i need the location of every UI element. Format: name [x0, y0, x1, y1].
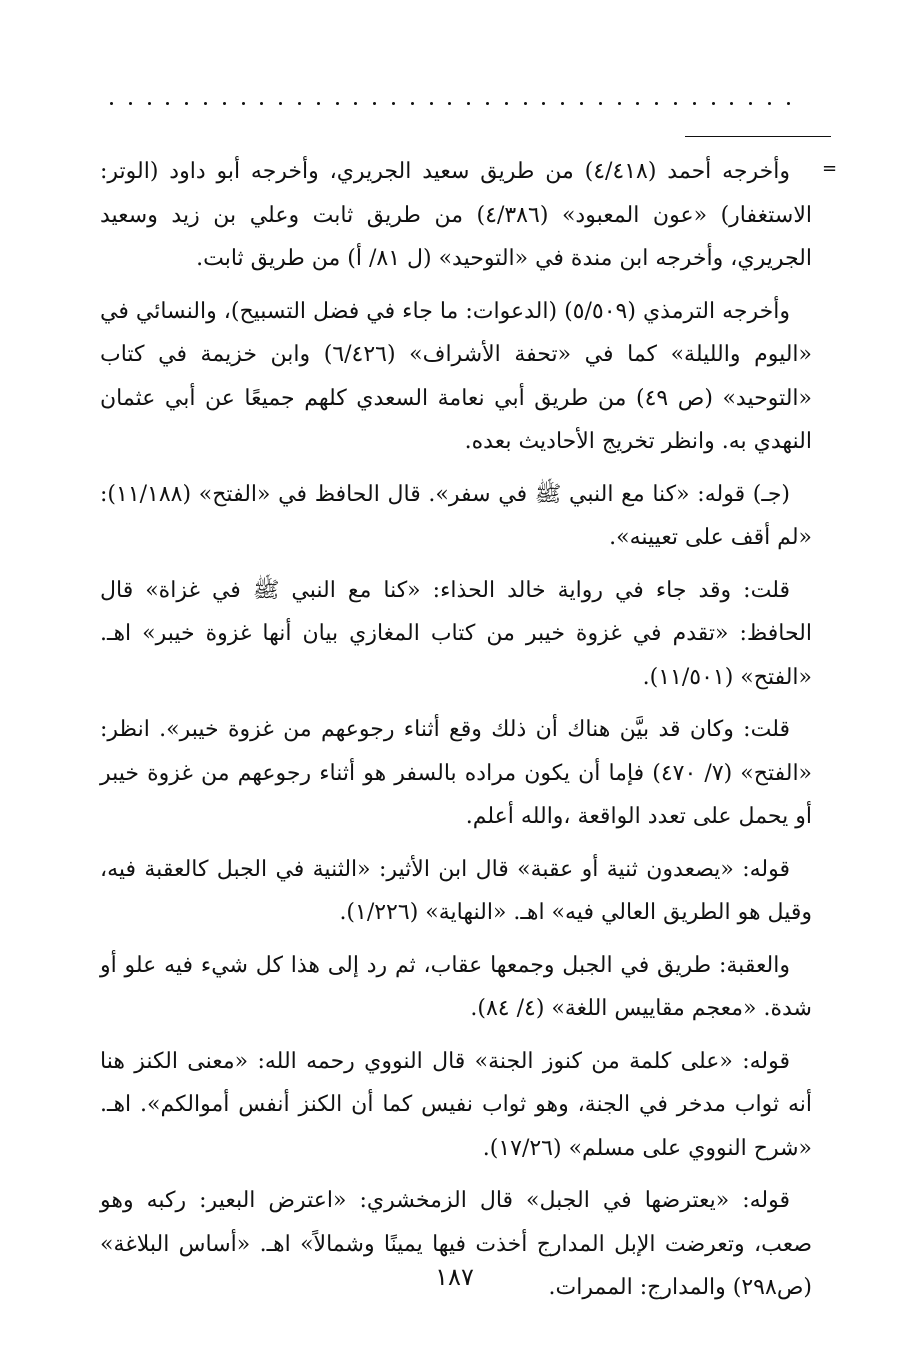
separator-dot	[260, 102, 263, 105]
separator-dot	[317, 102, 320, 105]
separator-dot	[242, 102, 245, 105]
separator-dot	[185, 102, 188, 105]
footnote-paragraph: قوله: «يعترضها في الجبل» قال الزمخشري: «اعترض البعير: ركبه وهو صعب، وتعرضت الإبل المدارج أخذت فيها يمينًا وشمالاً» اهـ. «أساس البلاغة» (ص٢٩٨) والمدارج: الممرات.	[100, 1188, 812, 1300]
separator-dot	[693, 102, 696, 105]
footnote-paragraph: قوله: «يصعدون ثنية أو عقبة» قال ابن الأثير: «الثنية في الجبل كالعقبة فيه، وقيل هو الطريق العالي فيه» اهـ. «النهاية» (١/٢٢٦).	[100, 856, 812, 925]
separator-dot	[505, 102, 508, 105]
footnote-divider	[685, 136, 831, 137]
footnote-body	[100, 150, 812, 1319]
separator-dot	[336, 102, 339, 105]
separator-dot	[486, 102, 489, 105]
separator-dot	[636, 102, 639, 105]
separator-dot	[110, 102, 113, 105]
separator-dot	[223, 102, 226, 105]
footnote-paragraph: (جـ) قوله: «كنا مع النبي ﷺ في سفر». قال الحافظ في «الفتح» (١١/١٨٨): «لم أقف على تعيينه».	[100, 481, 812, 550]
separator-dot	[768, 102, 771, 105]
dotted-separator	[110, 96, 790, 110]
separator-dot	[730, 102, 733, 105]
separator-dot	[430, 102, 433, 105]
separator-dot	[298, 102, 301, 105]
separator-dot	[674, 102, 677, 105]
separator-dot	[655, 102, 658, 105]
page-number: ١٨٧	[435, 1263, 474, 1291]
separator-dot	[561, 102, 564, 105]
separator-dot	[749, 102, 752, 105]
footnote-paragraph: قوله: «على كلمة من كنوز الجنة» قال النووي رحمه الله: «معنى الكنز هنا أنه ثواب مدخر في الجنة، وهو ثواب نفيس كما أن الكنز أنفس أموالكم». اهـ. «شرح النووي على مسلم» (١٧/٢٦).	[100, 1048, 812, 1161]
separator-dot	[392, 102, 395, 105]
separator-dot	[166, 102, 169, 105]
separator-dot	[129, 102, 132, 105]
footnote-paragraph: وأخرجه الترمذي (٥/٥٠٩) (الدعوات: ما جاء في فضل التسبيح)، والنسائي في «اليوم والليلة» كما في «تحفة الأشراف» (٦/٤٢٦) وابن خزيمة في كتاب «التوحيد» (ص ٤٩) من طريق أبي نعامة السعدي كلهم جميعًا عن أبي عثمان النهدي به. وانظر تخريج الأحاديث بعده.	[100, 298, 812, 454]
separator-dot	[712, 102, 715, 105]
separator-dot	[467, 102, 470, 105]
footnote-paragraph: والعقبة: طريق في الجبل وجمعها عقاب، ثم رد إلى هذا كل شيء فيه علو أو شدة. «معجم مقاييس اللغة» (٤/ ٨٤).	[100, 952, 812, 1021]
continuation-mark: =	[822, 158, 838, 179]
footnote-paragraph: وأخرجه أحمد (٤/٤١٨) من طريق سعيد الجريري، وأخرجه أبو داود (الوتر: الاستغفار) «عون المعبود» (٤/٣٨٦) من طريق ثابت وعلي بن زيد وسعيد الجريري، وأخرجه ابن مندة في «التوحيد» (ل ٨١/ أ) من طريق ثابت.	[100, 159, 812, 271]
separator-dot	[580, 102, 583, 105]
separator-dot	[524, 102, 527, 105]
separator-dot	[542, 102, 545, 105]
separator-dot	[448, 102, 451, 105]
separator-dot	[599, 102, 602, 105]
separator-dot	[411, 102, 414, 105]
separator-dot	[373, 102, 376, 105]
separator-dot	[204, 102, 207, 105]
separator-dot	[787, 102, 790, 105]
footnote-paragraph: قلت: وقد جاء في رواية خالد الحذاء: «كنا مع النبي ﷺ في غزاة» قال الحافظ: «تقدم في غزوة خيبر من كتاب المغازي بيان أنها غزوة خيبر» اهـ. «الفتح» (١١/٥٠١).	[100, 577, 812, 690]
footnote-paragraph: قلت: وكان قد بيَّن هناك أن ذلك وقع أثناء رجوعهم من غزوة خيبر». انظر: «الفتح» (٧/ ٤٧٠) فإما أن يكون مراده بالسفر هو أثناء رجوعهم من غزوة خيبر أو يحمل على تعدد الواقعة ،والله أعلم.	[100, 717, 813, 829]
separator-dot	[618, 102, 621, 105]
separator-dot	[148, 102, 151, 105]
separator-dot	[279, 102, 282, 105]
separator-dot	[354, 102, 357, 105]
